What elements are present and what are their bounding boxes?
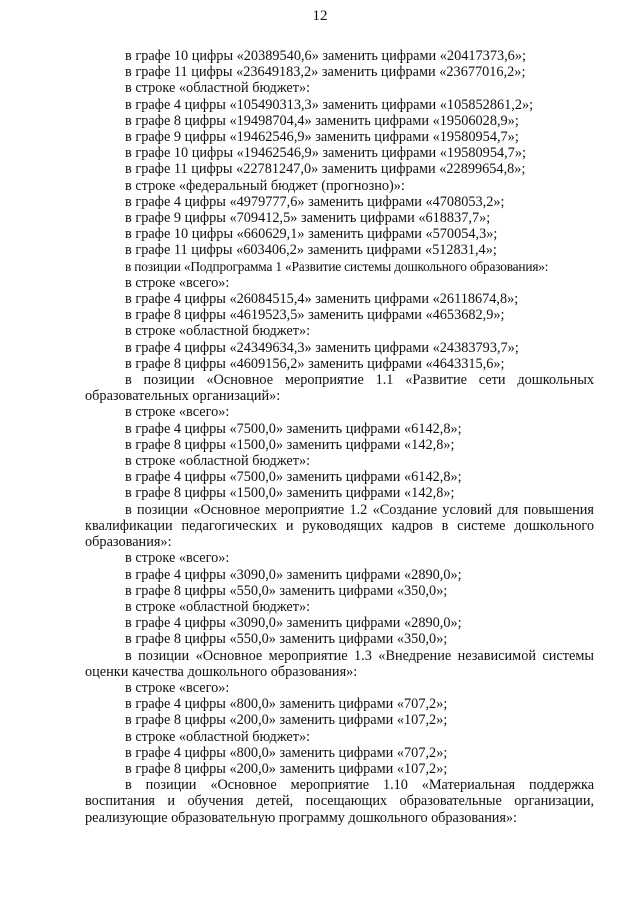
text-line: в позиции «Подпрограмма 1 «Развитие системы дошкольного образования»: bbox=[125, 258, 549, 274]
text-line: в графе 4 цифры «7500,0» заменить цифрами «6142,8»; bbox=[125, 420, 462, 437]
text-line: в строке «областной бюджет»: bbox=[125, 598, 311, 615]
text-line: в строке «областной бюджет»: bbox=[125, 80, 311, 97]
text-line: в графе 10 цифры «19462546,9» заменить цифрами «19580954,7»; bbox=[125, 145, 526, 162]
text-line: в графе 8 цифры «1500,0» заменить цифрами «142,8»; bbox=[125, 485, 455, 502]
paragraph: в позиции «Основное мероприятие 1.2 «Создание условий для повышения квалификации педагогических и руководящих кадров в системе дошкольного образования»: bbox=[85, 501, 594, 551]
text-line: в графе 8 цифры «200,0» заменить цифрами «107,2»; bbox=[125, 760, 448, 777]
text-line: в графе 4 цифры «4979777,6» заменить цифрами «4708053,2»; bbox=[125, 193, 505, 210]
text-line: в графе 8 цифры «200,0» заменить цифрами «107,2»; bbox=[125, 712, 448, 729]
text-line: в строке «всего»: bbox=[125, 274, 230, 291]
text-line: в графе 11 цифры «23649183,2» заменить цифрами «23677016,2»; bbox=[125, 64, 526, 81]
text-line: в графе 4 цифры «105490313,3» заменить цифрами «105852861,2»; bbox=[125, 96, 534, 113]
text-line: в графе 8 цифры «550,0» заменить цифрами «350,0»; bbox=[125, 582, 448, 599]
page-number: 12 bbox=[312, 8, 328, 24]
text-line: в графе 11 цифры «22781247,0» заменить цифрами «22899654,8»; bbox=[125, 161, 526, 178]
text-line: в графе 4 цифры «800,0» заменить цифрами «707,2»; bbox=[125, 744, 448, 761]
document-body bbox=[85, 48, 594, 826]
text-line: в строке «всего»: bbox=[125, 404, 230, 421]
text-line: в графе 8 цифры «4619523,5» заменить цифрами «4653682,9»; bbox=[125, 307, 505, 324]
text-line: в графе 4 цифры «7500,0» заменить цифрами «6142,8»; bbox=[125, 469, 462, 486]
text-line: в строке «всего»: bbox=[125, 679, 230, 696]
text-line: в графе 4 цифры «3090,0» заменить цифрами «2890,0»; bbox=[125, 566, 462, 583]
text-line: в строке «областной бюджет»: bbox=[125, 453, 311, 470]
paragraph: в позиции «Основное мероприятие 1.10 «Материальная поддержка воспитания и обучения детей, посещающих образовательные организации, реализующие образовательную программу дошкольного образования»: bbox=[85, 777, 594, 826]
text-line: в графе 8 цифры «4609156,2» заменить цифрами «4643315,6»; bbox=[125, 355, 505, 372]
text-line: в строке «областной бюджет»: bbox=[125, 728, 311, 745]
text-line: в графе 9 цифры «709412,5» заменить цифрами «618837,7»; bbox=[125, 210, 491, 227]
text-line: в графе 11 цифры «603406,2» заменить цифрами «512831,4»; bbox=[125, 242, 497, 259]
text-line: в графе 10 цифры «20389540,6» заменить цифрами «20417373,6»; bbox=[125, 48, 526, 64]
text-line: в графе 4 цифры «800,0» заменить цифрами «707,2»; bbox=[125, 696, 448, 713]
text-line: в графе 10 цифры «660629,1» заменить цифрами «570054,3»; bbox=[125, 226, 498, 243]
text-line: в графе 8 цифры «19498704,4» заменить цифрами «19506028,9»; bbox=[125, 112, 519, 129]
text-line: в строке «областной бюджет»: bbox=[125, 323, 311, 340]
text-line: в графе 9 цифры «19462546,9» заменить цифрами «19580954,7»; bbox=[125, 129, 519, 146]
text-line: в графе 8 цифры «1500,0» заменить цифрами «142,8»; bbox=[125, 436, 455, 453]
paragraph: в позиции «Основное мероприятие 1.1 «Развитие сети дошкольных образовательных организаций»: bbox=[85, 372, 594, 405]
paragraph: в позиции «Основное мероприятие 1.3 «Внедрение независимой системы оценки качества дошкольного образования»: bbox=[85, 647, 594, 680]
text-line: в графе 4 цифры «26084515,4» заменить цифрами «26118674,8»; bbox=[125, 291, 519, 308]
text-line: в графе 4 цифры «3090,0» заменить цифрами «2890,0»; bbox=[125, 615, 462, 632]
text-line: в строке «всего»: bbox=[125, 550, 230, 567]
text-line: в графе 8 цифры «550,0» заменить цифрами «350,0»; bbox=[125, 631, 448, 648]
text-line: в строке «федеральный бюджет (прогнозно)»: bbox=[125, 177, 405, 194]
text-line: в графе 4 цифры «24349634,3» заменить цифрами «24383793,7»; bbox=[125, 339, 519, 356]
